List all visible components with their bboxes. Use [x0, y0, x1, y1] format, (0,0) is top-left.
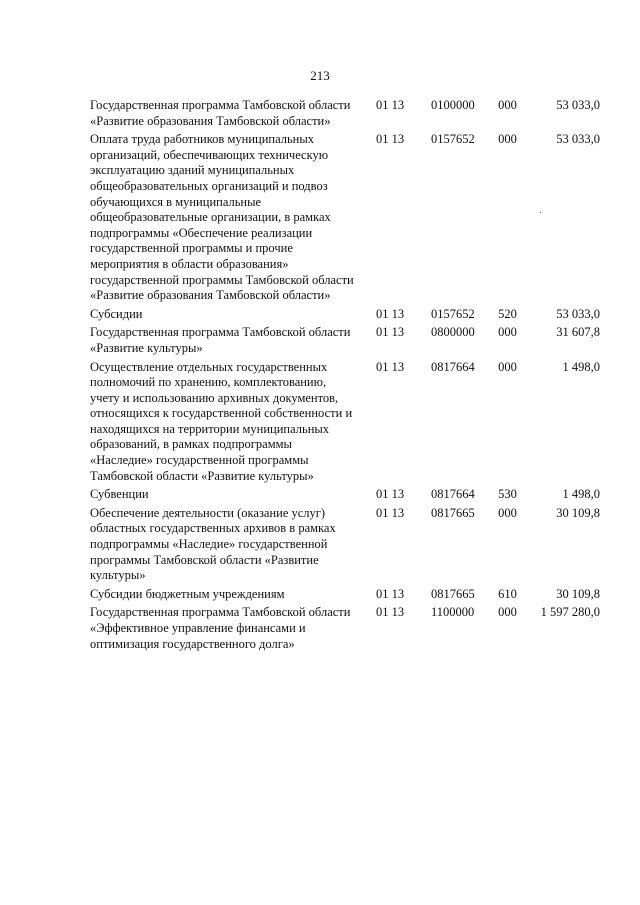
row-amount: 53 033,0 — [556, 306, 600, 321]
table-row — [90, 587, 602, 603]
row-expense-type: 000 — [498, 359, 517, 374]
row-expense-type: 000 — [498, 605, 517, 620]
row-section-code: 01 13 — [376, 98, 405, 112]
row-section-code: 01 13 — [376, 586, 405, 601]
row-expense-type: 530 — [498, 487, 517, 502]
row-expense-type: 000 — [498, 505, 517, 520]
row-amount: 1 498,0 — [562, 487, 600, 502]
row-article-code: 0817664 — [431, 359, 475, 374]
table-row — [90, 506, 602, 584]
row-name: Государственная программа Тамбовской области «Развитие образования Тамбовской области» — [90, 98, 351, 128]
table-row — [90, 325, 602, 356]
table-row — [90, 487, 602, 503]
table-row — [90, 605, 602, 652]
table-row — [90, 360, 602, 485]
row-expense-type: 520 — [498, 306, 517, 321]
row-amount: 53 033,0 — [556, 98, 600, 112]
row-name: Субвенции — [90, 487, 149, 502]
row-name: Обеспечение деятельности (оказание услуг) областных государственных архивов в рамках подпрограммы «Наследие» государственной программы Тамбовской области «Развитие культуры» — [90, 505, 336, 583]
row-name: Государственная программа Тамбовской области «Эффективное управление финансами и оптимизация государственного долга» — [90, 605, 351, 651]
row-expense-type: 000 — [498, 132, 517, 147]
row-section-code: 01 13 — [376, 505, 405, 520]
row-amount: 30 109,8 — [556, 505, 600, 520]
table-row — [90, 132, 602, 304]
row-article-code: 0157652 — [431, 306, 475, 321]
row-article-code: 0817664 — [431, 487, 475, 502]
budget-table — [90, 98, 602, 655]
row-amount: 31 607,8 — [556, 325, 600, 340]
row-article-code: 0800000 — [431, 325, 475, 340]
row-expense-type: 610 — [498, 586, 517, 601]
row-section-code: 01 13 — [376, 325, 405, 340]
table-row — [90, 307, 602, 323]
row-article-code: 0817665 — [431, 586, 475, 601]
row-name: Государственная программа Тамбовской области «Развитие культуры» — [90, 325, 351, 355]
page-number: 213 — [310, 68, 330, 83]
row-section-code: 01 13 — [376, 132, 405, 147]
row-name: Субсидии — [90, 306, 143, 321]
row-name: Осуществление отдельных государственных полномочий по хранению, комплектованию, учету и использованию архивных документов, относящихся к государственной собственности и находящихся на территории муниципальных образований, в рамках подпрограммы «Наследие» государственной программы Тамбовской области «Развитие культуры» — [90, 359, 353, 483]
row-article-code: 0100000 — [431, 98, 475, 112]
row-expense-type: 000 — [498, 98, 517, 112]
row-name: Субсидии бюджетным учреждениям — [90, 586, 285, 601]
row-expense-type: 000 — [498, 325, 517, 340]
row-article-code: 0817665 — [431, 505, 475, 520]
row-section-code: 01 13 — [376, 605, 405, 620]
row-amount: 30 109,8 — [556, 586, 600, 601]
row-amount: 1 498,0 — [562, 359, 600, 374]
row-article-code: 1100000 — [431, 605, 475, 620]
scan-artifact — [540, 212, 541, 213]
row-section-code: 01 13 — [376, 487, 405, 502]
table-row — [90, 98, 602, 129]
row-amount: 1 597 280,0 — [540, 605, 600, 620]
row-section-code: 01 13 — [376, 306, 405, 321]
row-section-code: 01 13 — [376, 359, 405, 374]
row-amount: 53 033,0 — [556, 132, 600, 147]
row-article-code: 0157652 — [431, 132, 475, 147]
row-name: Оплата труда работников муниципальных организаций, обеспечивающих техническую эксплуатацию зданий муниципальных общеобразовательных организаций и подвоз обучающихся в муниципальные общеобразовательные организации, в рамках подпрограммы «Обеспечение реализации государственной программы и прочие мероприятия в области образования» государственной программы Тамбовской области «Развитие образования Тамбовской области» — [90, 132, 354, 303]
